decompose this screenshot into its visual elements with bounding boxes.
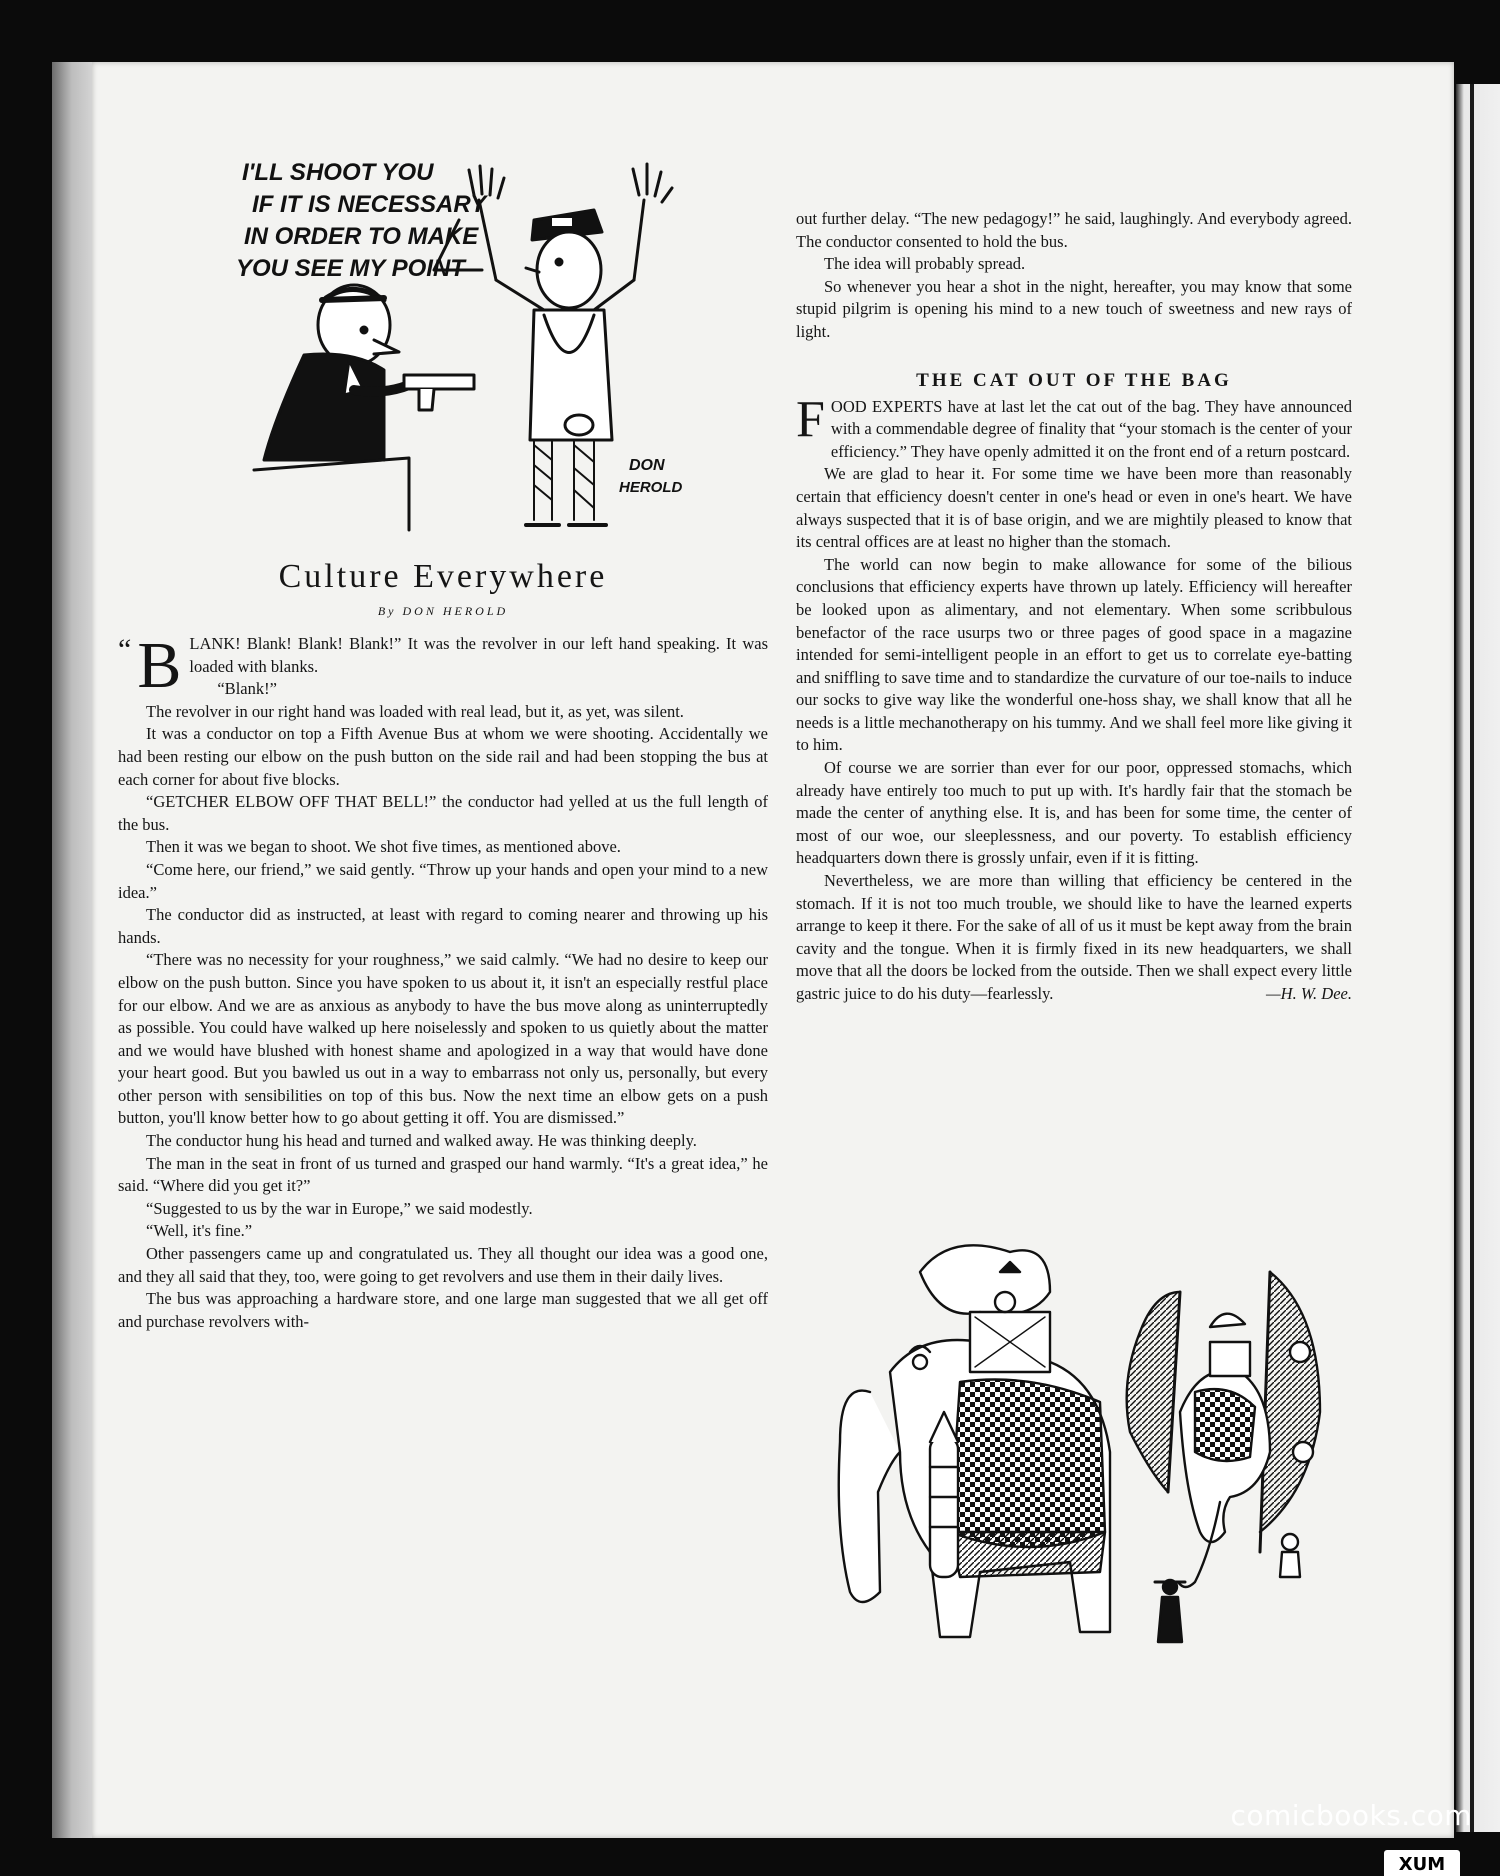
article-paragraph-15: The bus was approaching a hardware store, and one large man suggested that we all get off and purchase revolvers with- <box>118 1289 768 1331</box>
caption-line-4: YOU SEE MY POINT <box>236 255 465 282</box>
second-article-paragraph-2: We are glad to hear it. For some time we have been more than reasonably certain that efficiency doesn't center in one's head or even in one's heart. We have always suspected that it is of base origin, and we are mightily pleased to know that its central offices are at least no higher than the stomach. <box>796 464 1352 552</box>
article-paragraph-4: It was a conductor on top a Fifth Avenue Bus at whom we were shooting. Accidentally we had been resting our elbow on the push button on the side rail and had been stopping the bus at each corner for about five blocks. <box>118 724 768 789</box>
article-paragraph-2: “Blank!” <box>217 679 277 699</box>
article-paragraph-11: The man in the seat in front of us turned and grasped our hand warmly. “It's a great idea,” he said. “Where did you get it?” <box>118 1153 768 1196</box>
elephant-illustration <box>800 1232 1360 1672</box>
author-signature: —H. W. Dee. <box>1265 984 1352 1003</box>
article-paragraph-13: “Well, it's fine.” <box>146 1221 253 1241</box>
artist-signature-line-2: HEROLD <box>619 479 683 496</box>
caption-line-2: IF IT IS NECESSARY <box>252 191 487 218</box>
book-spine-left <box>52 62 96 1838</box>
article-continued-paragraph-2: The idea will probably spread. <box>824 254 1026 274</box>
second-article-heading: THE CAT OUT OF THE BAG <box>916 369 1232 391</box>
drop-cap: B <box>137 629 182 702</box>
article-paragraph-8: The conductor did as instructed, at least with regard to coming nearer and throwing up his hands. <box>118 905 768 947</box>
article-paragraph-3: The revolver in our right hand was loaded with real lead, but it, as yet, was silent. <box>146 701 684 721</box>
artist-signature-line-1: DON <box>629 457 665 474</box>
next-page-edge <box>1456 84 1500 1832</box>
article-paragraph-10: The conductor hung his head and turned and walked away. He was thinking deeply. <box>146 1131 697 1151</box>
second-drop-cap: F <box>796 390 825 448</box>
second-article-paragraph-4: Of course we are sorrier than ever for our poor, oppressed stomachs, which already have entirely too much to put up with. It's hardly fair that the stomach be made the center of anything else. It is, and has been for some time, the center of most of our woe, our sleeplessness, and our poverty. To establish efficiency headquarters down there is grossly unfair, even if it is fitting. <box>796 758 1352 868</box>
caption-line-1: I'LL SHOOT YOU <box>242 159 434 186</box>
article-paragraph-9: “There was no necessity for your roughness,” we said calmly. “We had no desire to keep our elbow on the push button. Since you have spoken to us about it, it isn't an especially restful place for our elbow. And we are as anxious as anybody to have the bus move along as uninterruptedly as possible. You could have walked up here noiselessly and spoken to us quietly about the matter and we would have blushed with honest shame and apologized in a way that would have done your heart good. But you bawled us out in a way to embarrass not only us, personally, but every other person with sensibilities on top of this bus. Now the next time an elbow gets on a push button, you'll know better how to go about getting it off. You are dismissed.” <box>118 950 768 1128</box>
watermark-site: comicbooks.com <box>1230 1799 1472 1832</box>
second-article-paragraph-1: FOOD EXPERTS have at last let the cat out of the bag. They have announced with a commendable degree of finality that “your stomach is the center of your efficiency.” They have openly admitted it on the front end of a return postcard. <box>796 390 1352 461</box>
article-paragraph-6: Then it was we began to shoot. We shot five times, as mentioned above. <box>146 837 621 857</box>
article-continued-paragraph-3: So whenever you hear a shot in the night, hereafter, you may know that some stupid pilgrim is opening his mind to a new touch of sweetness and new rays of light. <box>796 276 1352 341</box>
article-body <box>118 629 768 1333</box>
article-paragraph-7: “Come here, our friend,” we said gently. “Throw up your hands and open your mind to a new idea.” <box>118 859 768 902</box>
watermark-tag: XUM <box>1384 1850 1460 1876</box>
cartoon-illustration <box>234 140 694 540</box>
caption-line-3: IN ORDER TO MAKE <box>244 223 479 250</box>
article-byline: By DON HEROLD <box>377 604 509 618</box>
article-title: Culture Everywhere <box>278 558 608 595</box>
article-paragraph-1: “ B LANK! Blank! Blank! Blank!” It was the revolver in our left hand speaking. It was loaded with blanks. <box>118 629 768 702</box>
article-paragraph-5: “GETCHER ELBOW OFF THAT BELL!” the conductor had yelled at us the full length of the bus. <box>118 792 768 834</box>
elephant-drawing <box>800 1232 1360 1672</box>
article-paragraph-14: Other passengers came up and congratulated us. They all thought our idea was a good one, and they all said that they, too, were going to get revolvers and use them in their daily lives. <box>118 1244 768 1286</box>
gunman-cartoon <box>234 140 694 540</box>
second-article-paragraph-3: The world can now begin to make allowance for some of the bilious conclusions that efficiency experts have thrown up lately. Efficiency will hereafter be looked upon as alimentary, and not elementary. When some scribbulous benefactor of the race usurps two or three pages of good space in a magazine intended for semi-intelligent people in an effort to get us to correlate eye-batting and sniffling to save time and to standardize the curvature of our toe-nails to induce our socks to give way like the wonderful one-hoss shay, we shall know that all he needs is a little mechanotherapy on his tummy. And we shall feel more like giving it to him. <box>796 554 1352 755</box>
left-column <box>118 140 768 1333</box>
right-column <box>796 208 1352 1006</box>
article-paragraph-12: “Suggested to us by the war in Europe,” we said modestly. <box>146 1198 533 1218</box>
second-article-paragraph-5: Nevertheless, we are more than willing that efficiency be centered in the stomach. If it is not too much trouble, we should like to have the learned experts arrange to keep it there. For the sake of all of us it must be kept away from the brain cavity and the tongue. When it is firmly fixed in its new headquarters, we shall move that all the doors be locked from the outside. Then we shall expect every little gastric juice to do his duty—fearlessly. —H. W. Dee. <box>796 870 1352 1006</box>
article-continued-paragraph-1: out further delay. “The new pedagogy!” he said, laughingly. And everybody agreed. The conductor consented to hold the bus. <box>796 209 1352 251</box>
opening-quote-mark: “ <box>118 633 132 666</box>
